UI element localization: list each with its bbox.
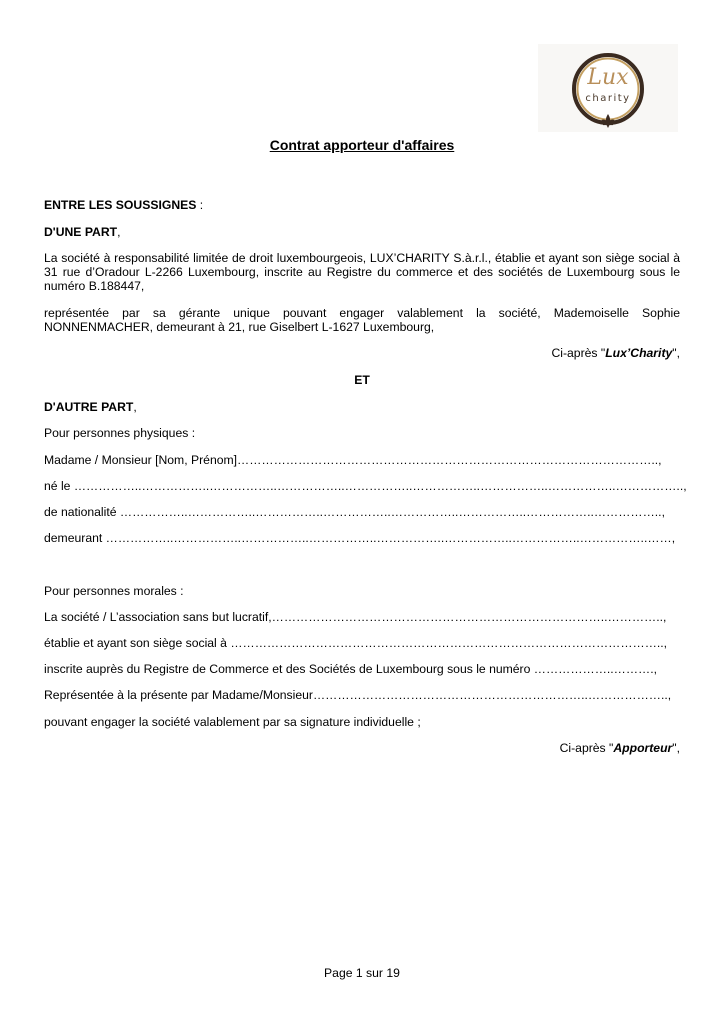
second-party-label: D'AUTRE PART <box>44 400 134 414</box>
parties-intro-colon: : <box>196 198 204 212</box>
physical-name-line: Madame / Monsieur [Nom, Prénom]………………………………………………………………………………………….., <box>44 453 662 467</box>
moral-company-line: La société / L’association sans but lucratif,………………………………………………………………………..………….., <box>44 610 667 624</box>
document-title: Contrat apporteur d'affaires <box>269 137 455 153</box>
alias-apporteur-post: ", <box>672 741 680 755</box>
lux-charity-logo <box>538 44 678 132</box>
alias-apporteur-pre: Ci-après " <box>559 741 614 755</box>
first-party-comma: , <box>117 225 121 239</box>
parties-intro-label: ENTRE LES SOUSSIGNES <box>44 198 197 212</box>
alias-lux-charity <box>44 346 680 360</box>
alias-lux-charity-pre: Ci-après " <box>551 346 606 360</box>
second-party-comma: , <box>133 400 137 414</box>
logo-script: Lux <box>587 65 629 90</box>
page-number: Page 1 sur 19 <box>324 966 400 980</box>
alias-lux-charity-post: ", <box>672 346 680 360</box>
moral-represented-line: Représentée à la présente par Madame/Monsieur…………………………………………………………..……………….., <box>44 688 672 702</box>
represented-paragraph: représentée par sa gérante unique pouvant engager valablement la société, Mademoiselle Sophie NONNENMACHER, demeurant à 21, rue Giselbert L-1627 Luxembourg, <box>44 306 680 334</box>
alias-lux-charity-name: Lux’Charity <box>605 346 673 360</box>
alias-apporteur-name: Apporteur <box>613 741 673 755</box>
first-party-heading <box>44 225 680 239</box>
moral-persons-heading: Pour personnes morales : <box>44 584 184 598</box>
first-party-label: D'UNE PART <box>44 225 118 239</box>
physical-nationality-line: de nationalité ……………..……………..……………..……………..……………..……………..……………..…………….., <box>44 505 665 519</box>
moral-registry-line: inscrite auprès du Registre de Commerce et des Sociétés de Luxembourg sous le numéro ………………..………., <box>44 662 658 676</box>
physical-persons-heading: Pour personnes physiques : <box>44 426 196 440</box>
et-separator: ET <box>354 373 370 387</box>
moral-signature-line: pouvant engager la société valablement par sa signature individuelle ; <box>44 715 421 729</box>
moral-seat-line: établie et ayant son siège social à …………………………………………………………………………………………….., <box>44 636 668 650</box>
physical-residence-line: demeurant ……………..……………..……………..……………..……………..……………..……………..……………..……, <box>44 531 676 545</box>
parties-intro <box>44 198 680 212</box>
company-paragraph: La société à responsabilité limitée de droit luxembourgeois, LUX’CHARITY S.à.r.l., établie et ayant son siège social à 31 rue d’Oradour L-2266 Luxembourg, inscrite au Registre du commerce et des sociétés de Luxembourg sous le numéro B.188447, <box>44 251 680 293</box>
physical-born-line: né le ……………..……………..……………..……………..……………..……………..……………..……………..…………….., <box>44 479 687 493</box>
second-party-heading <box>44 400 680 414</box>
logo-word: charity <box>585 93 631 104</box>
alias-apporteur <box>44 741 680 755</box>
